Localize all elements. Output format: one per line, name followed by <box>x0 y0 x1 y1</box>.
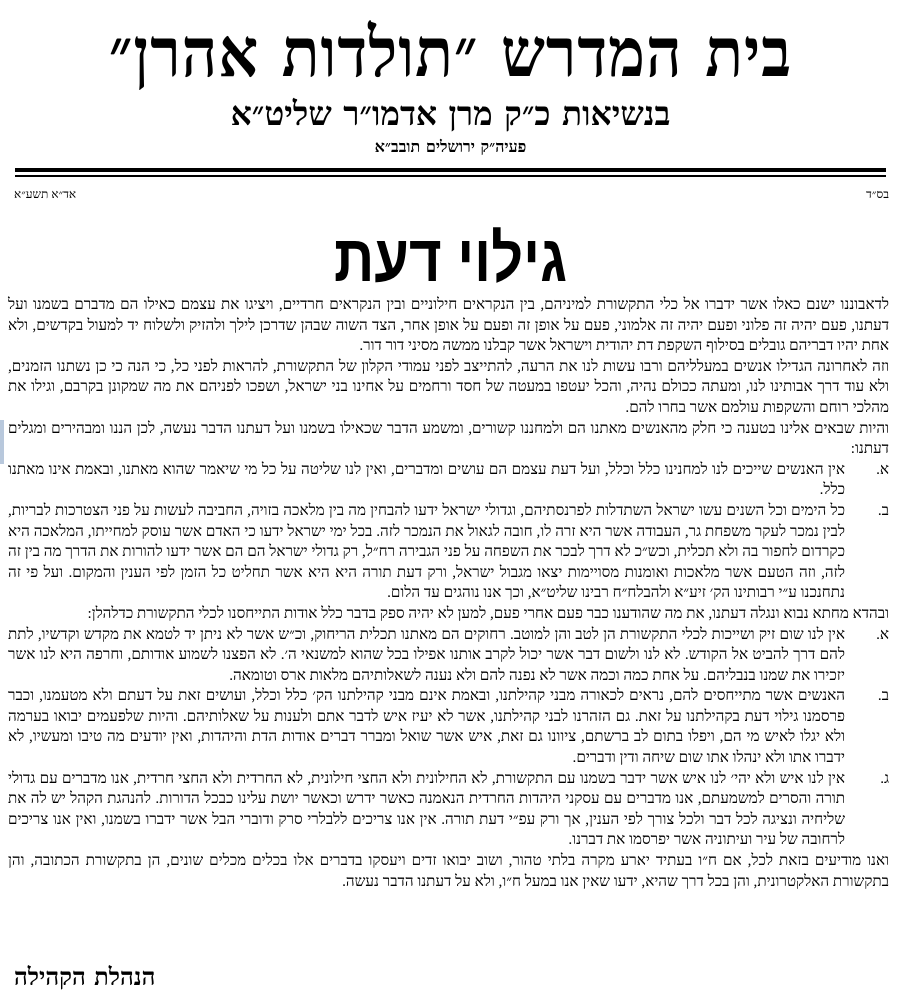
masthead-subtitle: בנשיאות כ״ק מרן אדמו״ר שליט״א <box>230 94 671 133</box>
signature: הנהלת הקהילה <box>14 962 156 991</box>
list-marker: ב. <box>877 687 889 705</box>
list-item <box>8 501 889 604</box>
paragraph-intro-1: לדאבוננו ישנם כאלו אשר ידברו אל כלי התקשורת למיניהם, בין הנקראים חילוניים ובין הנקראים חרדיים, ויציגו את עצמם כאילו הם מדברם בשמנו ועל דעתנו, פעם יהיה זה פלוני ופעם יהיה זה אלמוני, פעם על אופן זה ופעם על אופן אחר, הצד השוה שבהן שדרכן לילך ולהזיק ולשלוח יד למעול בקדשים, ולא אחת יהיו דבריהם גובלים בסילוף השקפת דת יהודית וישראל אשר קבלנו ממשה מסיני דור דור. <box>8 296 889 355</box>
bsd-label: בס״ד <box>866 187 889 201</box>
list-item <box>8 686 889 768</box>
masthead-title: בית המדרש ״תולדות אהרן״ <box>108 12 793 93</box>
list-marker: ג. <box>880 769 889 787</box>
masthead-location: פעיה״ק ירושלים תובב״א <box>374 137 527 156</box>
header-rule-thick <box>15 168 886 172</box>
headline: גילוי דעת <box>334 221 567 295</box>
list-marker: ב. <box>877 501 889 519</box>
list-item <box>8 769 889 851</box>
paragraph-closing: ואנו מודיעים בזאת לכל, אם ח״ו בעתיד יארע מקרה בלתי טהור, ושוב יבואו זדים ויעסקו בדברים אלו בכלים מכלים שונים, הן בתקשורת הכתובה, והן בתקשורת האלקטרונית, והן בכל דרך שהיא, ידעו שאין אנו במעל ח״ו, ולא על דעתנו הדבר נעשה. <box>8 852 889 890</box>
list-item-text: אין לנו איש ולא יהי׳ לנו איש אשר ידבר בשמנו עם התקשורת, לא החילונית ולא החצי חילונית, לא החרדית ולא החצי חרדית, אנו מדברים עם גדולי תורה והסרים למשמעתם, אנו מדברים עם עסקני היהדות החרדית הנאמנה כאשר ידרש וכאשר יושת עלינו כבכל הדורות. להנהגת הקהל יש לה את שליחיה ונציגה לכל דבר ולכל צורך לפי הענין, אך ורק עפ״י דעת תורה. אין אנו צריכים ללבלרי סרק ודוברי הבל אשר ידברו בשמנו, ואין אנו צריכים לרחובה של עיר ועיתוניה אשר יפרסמו את דברנו. <box>8 769 845 849</box>
list-marker: א. <box>876 460 889 478</box>
list-item-text: כל הימים וכל השנים עשו ישראל השתדלות לפרנסתיהם, וגדולי ישראל ידעו להבחין מה בין מלאכה בזויה, החביבה לעשות על פני הצטרכות לבריות, לבין נמכר לעקר משפחת גר, העבודה אשר היא זרה לו, חובה לגאול את הנמכר לזה. בכל ימי ישראל ידעו כי האדם אשר עוסק למחייתו, המלאכה היא כקרדום לחפור בה ולא תכלית, וכש״כ לא דרך לבכר את השפחה על פני הגבירה רח״ל, רק גדולי ישראל הם הם אשר ידעו להורות את הדרך מה בין זה לזה, וזה הטעם אשר מלאכות ואומנות מסויימות יצאו מגבול ישראל, ורק דעת תורה היא היא אשר תחליט כל הזמן לפי הענין והמקום. ועל פי זה נתחנכנו ע״י רבותינו הק׳ זיע״א ולהבלח״ח רבינו שליט״א, וכך אנו נוהגים עד הלום. <box>8 501 845 602</box>
paragraph-intro-2: וזה לאחרונה הגדילו אנשים במעלליהם ורבו עשות לנו את הרעה, להתייצב לפני עמודי הקלון של התקשורת, להראות לפני כל, כי הנה כי כן נשתנו הזמנים, ולא עוד דרך אבותינו לנו, ומעתה ככולם נהיה, והכל יעטפו במעטה של חסד ורחמים על אחינו בני ישראל, ושפכו לפניהם את מה שמקונן בקרבם, וגילו את מהלכי רוחם והשקפות עולמם אשר בחרו להם. <box>8 357 889 416</box>
list-item <box>8 460 889 501</box>
paragraph-intro-3: והיות שבאים אלינו בטענה כי חלק מהאנשים מאתנו הם ולמחננו קשורים, ומשמע הדבר שכאילו בשמנו ועל דעתנו הדבר נעשה, לכן הננו ומבהירים ומגלים דעתנו: <box>8 419 889 458</box>
list-marker: א. <box>876 625 889 643</box>
list-item-text: האנשים אשר מתייחסים להם, נראים לכאורה מבני קהילתנו, ובאמת אינם מבני קהילתנו הק׳ כלל וכלל, ועושים זאת על דעתם ולא מטעמנו, וכבר פרסמנו גילוי דעת בקהילתנו על זאת. גם הזהרנו לבני קהילתנו, אשר לא יעיז איש לדבר אתם ולענות על שאלותיהם. והיות שלפעמים יבואו בערמה ולא יגלו לאיש מי הם, ויפלו בתום לב ברשתם, ציוונו גם זאת, איש אשר שואל ומברר דברים אודות הדת והיהדות, ואין יודעים מה טיבו ומעשיו, לא ידברו אתו ולא ינהלו אתו שום שיחה ודין ודברים. <box>8 687 845 767</box>
masthead <box>0 12 901 158</box>
paragraph-intro-4: ובהדא מחתא נבוא ונגלה דעתנו, את מה שהודענו כבר פעם אחרי פעם, למען לא יהיה ספק בדבר כלל אודות התייחסנו לכלי התקשורת כדלהלן: <box>87 604 889 622</box>
header-rule-thin <box>15 175 886 177</box>
list-item <box>8 625 889 687</box>
body-text <box>8 295 889 892</box>
list-item-text: אין האנשים שייכים לנו למחנינו כלל וכלל, ועל דעת עצמם הם עושים ומדברים, ואין לנו שליטה על כל מי שיאמר שהוא מאתנו, ובאמת אינו מאתנו כלל. <box>8 460 845 499</box>
side-marker <box>0 420 4 464</box>
list-item-text: אין לנו שום זיק ושייכות לכלי התקשורת הן לטב והן למוטב. רחוקים הם מאתנו תכלית הריחוק, וכ״ש אשר לא ניתן יד לטמא את מקדש וקדשיו, לתת להם דרך להביט אל הקודש. לא לנו ולשום דבר אשר יכול לקרב אותנו אפילו בכל שהוא למשנאי ה׳. לא הפצנו לשמוע אודותם, וחרפה היא לנו אשר יזכירו את שמנו בנבליהם. על אחת כמה וכמה אשר לא נפנה להם ולא נענה לשאלותיהם מלאות ארס וטומאה. <box>8 625 845 684</box>
date-label: אד״א תשע״א <box>14 187 77 201</box>
